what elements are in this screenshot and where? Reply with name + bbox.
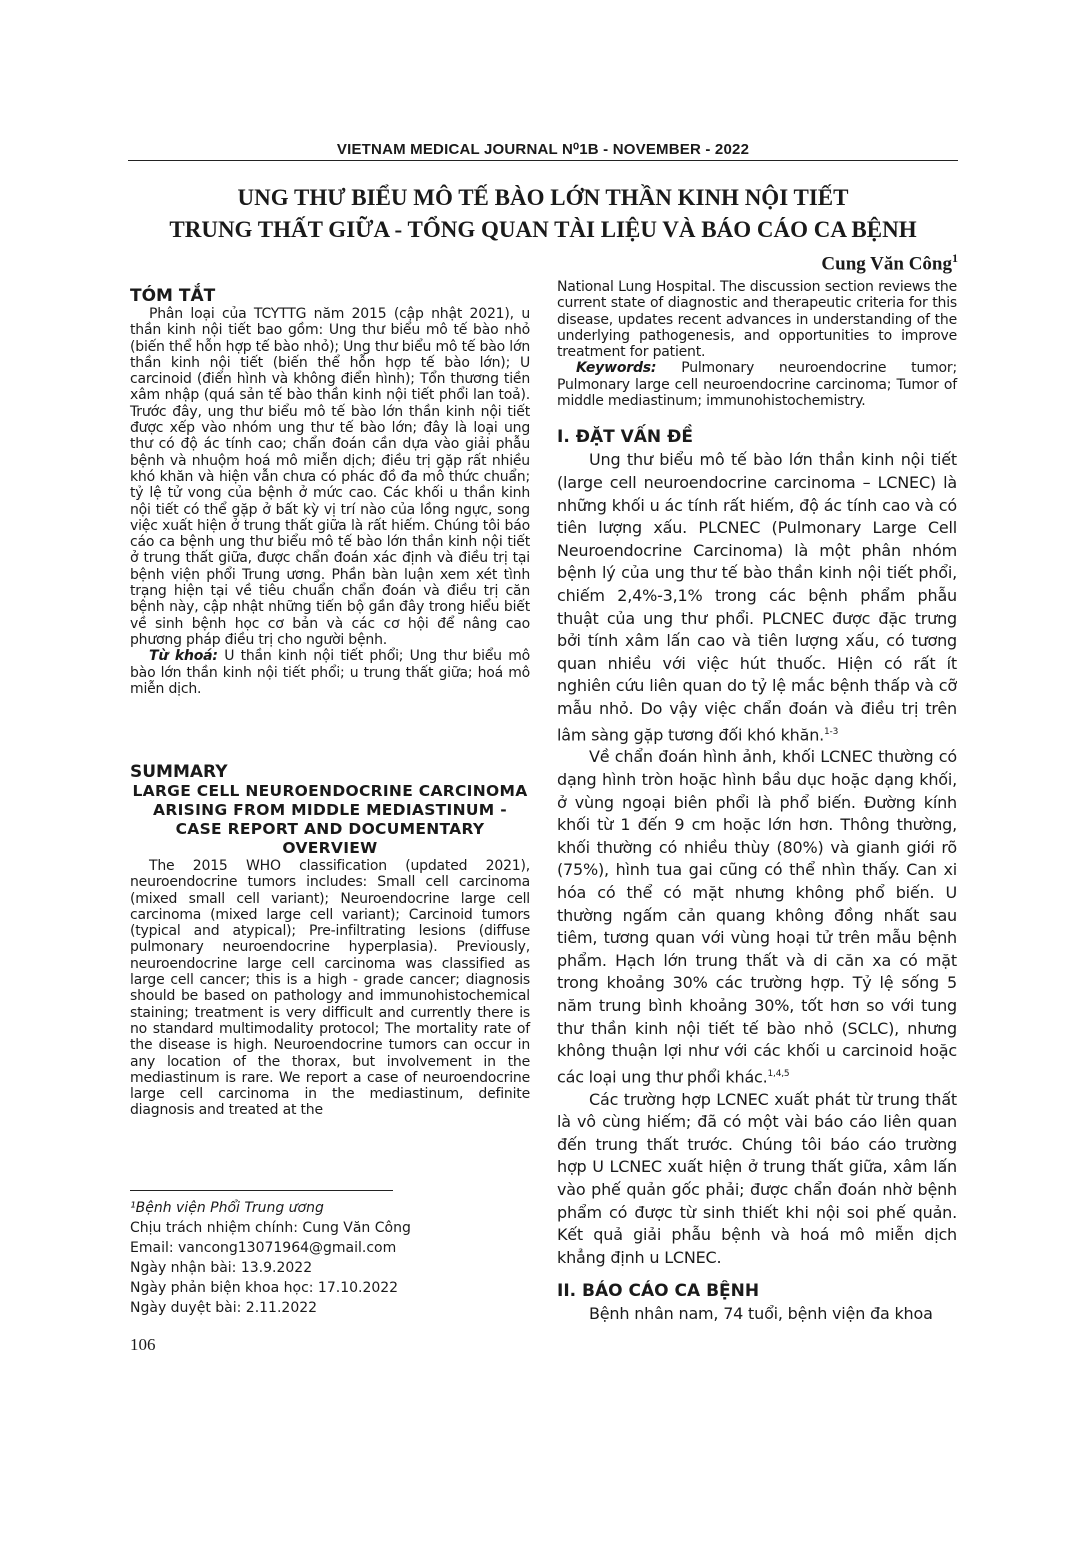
section-2-paragraph-1: Bệnh nhân nam, 74 tuổi, bệnh viện đa khoa xyxy=(589,1304,933,1324)
section-1-paragraph-2 xyxy=(557,746,957,1088)
header-rule xyxy=(128,160,958,161)
summary-heading: SUMMARY xyxy=(130,762,228,782)
footnote-email: Email: vancong13071964@gmail.com xyxy=(130,1240,397,1256)
journal-header: VIETNAM MEDICAL JOURNAL N⁰1B - NOVEMBER - 2022 xyxy=(336,141,750,158)
keywords-vi-text: U thần kinh nội tiết phổi; Ung thư biểu mô bào lớn thần kinh nội tiết phổi; u trung thất giữa; hoá mô miễn dịch. xyxy=(130,648,531,697)
footnote-responsible: Chịu trách nhiệm chính: Cung Văn Công xyxy=(130,1220,411,1236)
footnote-rule xyxy=(130,1190,393,1191)
footnote-affiliation: ¹Bệnh viện Phổi Trung ương xyxy=(130,1200,324,1216)
section-1-p2-citation: 1,4,5 xyxy=(767,1068,790,1079)
footnote xyxy=(130,1198,530,1318)
footnote-accepted: Ngày duyệt bài: 2.11.2022 xyxy=(130,1300,318,1316)
section-2-heading: II. BÁO CÁO CA BỆNH xyxy=(557,1281,760,1302)
section-1-p1-text: Ung thư biểu mô tế bào lớn thần kinh nội tiết (large cell neuroendocrine carcinoma – LCNEC) là những khối u ác tính rất hiếm, độ ác tính cao và có tiên lượng xấu. PLCNEC (Pulmonary Large Cell Neuroendocrine Carcinoma) là một phân nhóm bệnh lý của ung thư tế bào thần kinh nội tiết phổi, chiếm 2,4%-3,1% trong các bệnh phẩm phẫu thuật của ung thư phổi. PLCNEC được đặc trưng bởi tính xâm lấn cao và tiên lượng xấu, có tương quan nhiều với việc hút thuốc. Hiện có rất ít nghiên cứu liên quan do tỷ lệ mắc bệnh thấp và cỡ mẫu nhỏ. Do vậy việc chẩn đoán và điều trị trên lâm sàng gặp tương đối khó khăn. xyxy=(557,450,957,744)
footnote-reviewed: Ngày phản biện khoa học: 17.10.2022 xyxy=(130,1280,399,1296)
footnote-received: Ngày nhận bài: 13.9.2022 xyxy=(130,1260,313,1276)
summary-body-left: The 2015 WHO classification (updated 2021), neuroendocrine tumors includes: Small cell carcinoma (mixed small cell variant); Neuroendocrine large cell carcinoma (mixed large cell variant); Carcinoid tumors (typical and atypical); Pre-infiltrating lesions (diffuse pulmonary neuroendocrine hyperplasia). Previously, neuroendocrine large cell carcinoma was classified as large cell cancer; this is a high - grade cancer; diagnosis should be based on pathology and immunohistochemical staining; treatment is very difficult and currently there is no standard multimodality protocol; The mortality rate of the disease is high. Neuroendocrine tumors can occur in any location of the thorax, but involvement in the mediastinum is rare. We report a case of neuroendocrine large cell carcinoma in the mediastinum, definite diagnosis and treated at the xyxy=(130,858,530,1119)
section-1-heading: I. ĐẶT VẤN ĐỀ xyxy=(557,427,693,448)
author xyxy=(821,251,958,275)
keywords-vi-label: Từ khoá: xyxy=(149,648,218,665)
summary-block xyxy=(130,762,530,1119)
summary-keywords xyxy=(557,360,957,409)
article-title xyxy=(128,182,958,246)
page-number: 106 xyxy=(130,1335,156,1354)
summary-title: LARGE CELL NEUROENDOCRINE CARCINOMA ARISING FROM MIDDLE MEDIASTINUM - CASE REPORT AND DOCUMENTARY OVERVIEW xyxy=(132,782,528,857)
abstract-vi-body: Phân loại của TCYTTG năm 2015 (cập nhật 2021), u thần kinh nội tiết bao gồm: Ung thư biểu mô tế bào nhỏ (biến thể hỗn hợp tế bào nhỏ); Ung thư biểu mô tế bào lớn thần kinh nội tiết (biến thể hỗn hợp tế bào lớn); U carcinoid (điển hình và không điển hình); Tổn thương tiền xâm nhập (quá sản tế bào thần kinh nội tiết phổi lan toả). Trước đây, ung thư biểu mô tế bào lớn thần kinh nội tiết được xếp vào nhóm ung thư tế bào lớn; đây là loại ung thư có độ ác tính cao; chẩn đoán cần dựa vào giải phẫu bệnh và nhuộm hoá mô miễn dịch; điều trị gặp rất nhiều khó khăn và hiện vẫn chưa có phác đồ đa mô thức chuẩn; tỷ lệ tử vong của bệnh ở mức cao. Các khối u thần kinh nội tiết có thể gặp ở bất kỳ vị trí nào của lồng ngực, song việc xuất hiện ở trung thất giữa là rất hiếm. Chúng tôi báo cáo ca bệnh ung thư biểu mô tế bào lớn thần kinh nội tiết ở trung thất giữa, được chẩn đoán xác định và điều trị tại bệnh viện phổi Trung ương. Phần bàn luận xem xét tình trạng hiện tại về tiêu chuẩn chẩn đoán và điều trị căn bệnh này, cập nhật những tiến bộ gần đây trong hiểu biết về sinh bệnh học cơ bản và các cơ hội để nâng cao phương pháp điều trị cho người bệnh. xyxy=(130,306,530,648)
section-1-p1-citation: 1-3 xyxy=(824,726,839,737)
left-column xyxy=(130,286,530,697)
title-line-1: UNG THƯ BIỂU MÔ TẾ BÀO LỚN THẦN KINH NỘI TIẾT xyxy=(237,185,849,210)
section-1-paragraph-1 xyxy=(557,449,957,746)
keywords-en-label: Keywords: xyxy=(576,360,657,377)
right-column xyxy=(557,279,957,1326)
section-1-p2-text: Về chẩn đoán hình ảnh, khối LCNEC thường có dạng hình tròn hoặc hình bầu dục hoặc dạng khối, ở vùng ngoại biên phổi là phổ biến. Đường kính khối từ 1 đến 9 cm hoặc lớn hơn. Thông thường, khối thường có nhiều thùy (80%) và gianh giới rõ (75%), hình tua gai cũng có thể nhìn thấy. Can xi hóa có thể có mặt nhưng không phổ biến. U thường ngấm cản quang không đồng nhất sau tiêm, tương quan với vùng hoại tử trên mẫu bệnh phẩm. Hạch lớn trung thất và di căn xa có mặt trong khoảng 30% các trường hợp. Tỷ lệ sống 5 năm trung bình khoảng 30%, tốt hơn so với tung thư thần kinh nội tiết tế bào nhỏ (SCLC), nhưng không thuận lợi như với các khối u carcinoid hoặc các loại ung thư phổi khác. xyxy=(557,747,957,1087)
abstract-vi-keywords xyxy=(130,648,530,697)
summary-body-right: National Lung Hospital. The discussion section reviews the current state of diagnostic and therapeutic criteria for this disease, updates recent advances in understanding of the underlying pathogenesis, and opportunities to improve treatment for patient. xyxy=(557,279,957,361)
author-affiliation-mark: 1 xyxy=(952,251,958,265)
abstract-vi-heading: TÓM TẮT xyxy=(130,286,216,306)
author-name: Cung Văn Công xyxy=(821,253,952,275)
title-line-2: TRUNG THẤT GIỮA - TỔNG QUAN TÀI LIỆU VÀ BÁO CÁO CA BỆNH xyxy=(169,217,917,242)
keywords-en-text: Pulmonary neuroendocrine tumor; Pulmonary large cell neuroendocrine carcinoma; Tumor of middle mediastinum; immunohistochemistry. xyxy=(557,360,957,410)
section-1-paragraph-3: Các trường hợp LCNEC xuất phát từ trung thất là vô cùng hiếm; đã có một vài báo cáo liên quan đến trung thất trước. Chúng tôi báo cáo trường hợp U LCNEC xuất hiện ở trung thất giữa, xâm lấn vào phế quản gốc phải; được chẩn đoán nhờ bệnh phẩm có được từ sinh thiết khi nội soi phế quản. Kết quả giải phẫu bệnh và hoá mô miễn dịch khẳng định u LCNEC. xyxy=(557,1089,957,1267)
